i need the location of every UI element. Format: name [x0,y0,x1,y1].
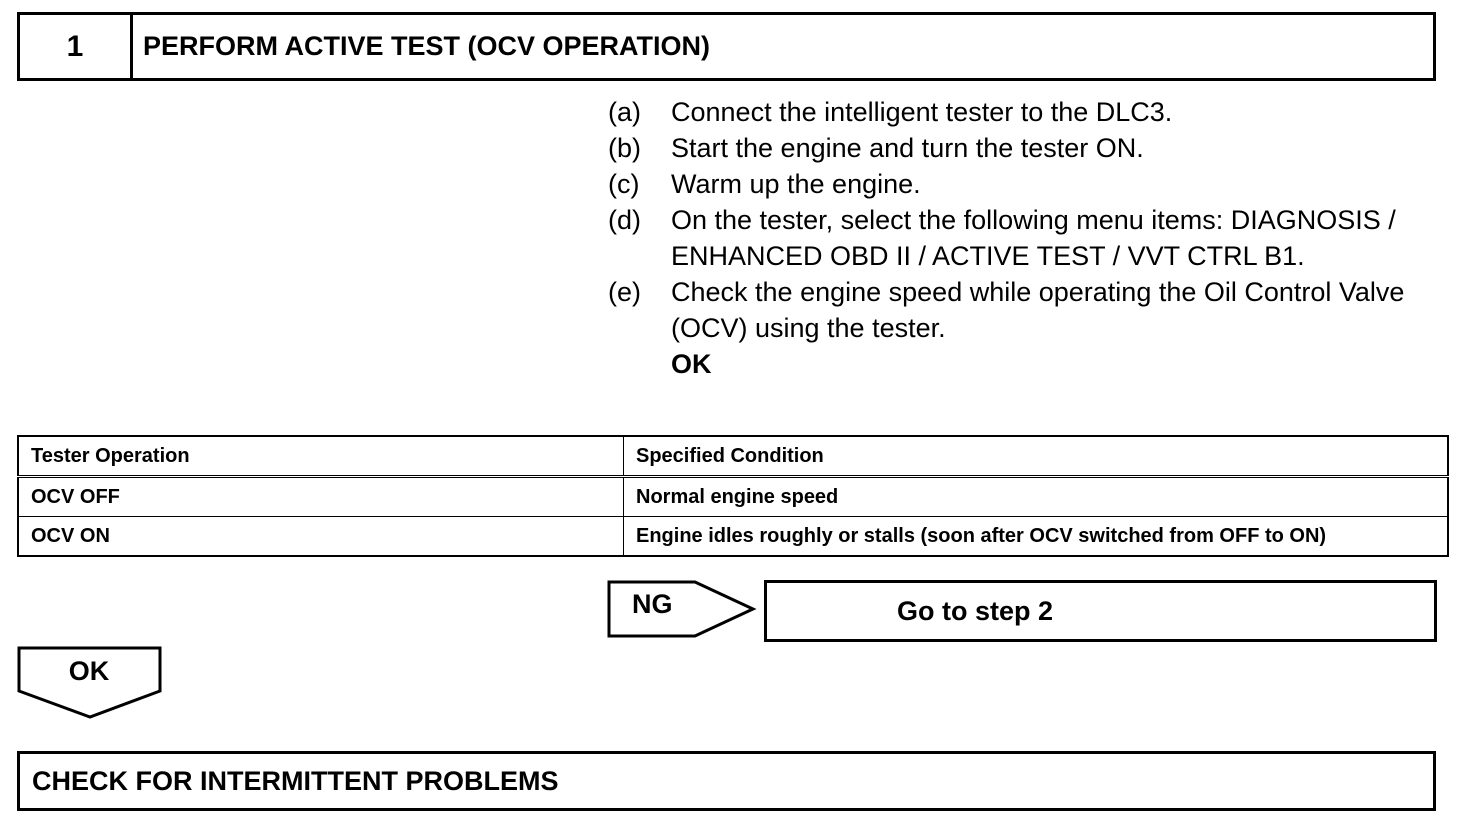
instruction-letter: (e) [608,277,641,307]
step-header [17,12,1436,81]
instruction-text: Start the engine and turn the tester ON. [671,133,1144,163]
instruction-text: Warm up the engine. [671,169,921,199]
table-header-cell: Specified Condition [624,436,1449,477]
table-cell: Engine idles roughly or stalls (soon after OCV switched from OFF to ON) [624,517,1449,557]
instruction-letter: (c) [608,169,640,199]
spec-table [17,435,1449,557]
table-cell: OCV OFF [18,477,624,517]
go-to-step-2-box: Go to step 2 [764,580,1437,642]
instruction-letter: (d) [608,205,641,235]
instruction-letter: (b) [608,133,641,163]
instruction-letter: (a) [608,97,641,127]
table-cell: Normal engine speed [624,477,1449,517]
instruction-item [608,166,1448,202]
instruction-item [608,202,1448,274]
step-title: PERFORM ACTIVE TEST (OCV OPERATION) [143,31,711,61]
table-header-row [18,436,1448,477]
table-row [18,477,1448,517]
instruction-item [608,94,1448,130]
instruction-item [608,274,1448,346]
ok-heading: OK [671,349,712,379]
table-row [18,517,1448,557]
instruction-text: On the tester, select the following menu items: DIAGNOSIS / ENHANCED OBD II / ACTIVE TEST / VVT CTRL B1. [671,205,1396,271]
instruction-list [608,94,1448,382]
instruction-text: Check the engine speed while operating the Oil Control Valve (OCV) using the tester. [671,277,1405,343]
ng-arrow-icon [607,580,757,638]
ng-label: NG [632,589,673,619]
check-intermittent-problems-box: CHECK FOR INTERMITTENT PROBLEMS [17,751,1436,811]
instruction-item [608,130,1448,166]
ok-branch-label: OK [68,656,110,686]
table-header-cell: Tester Operation [18,436,624,477]
instruction-text: Connect the intelligent tester to the DLC3. [671,97,1173,127]
table-cell: OCV ON [18,517,624,557]
step-number: 1 [20,15,133,78]
